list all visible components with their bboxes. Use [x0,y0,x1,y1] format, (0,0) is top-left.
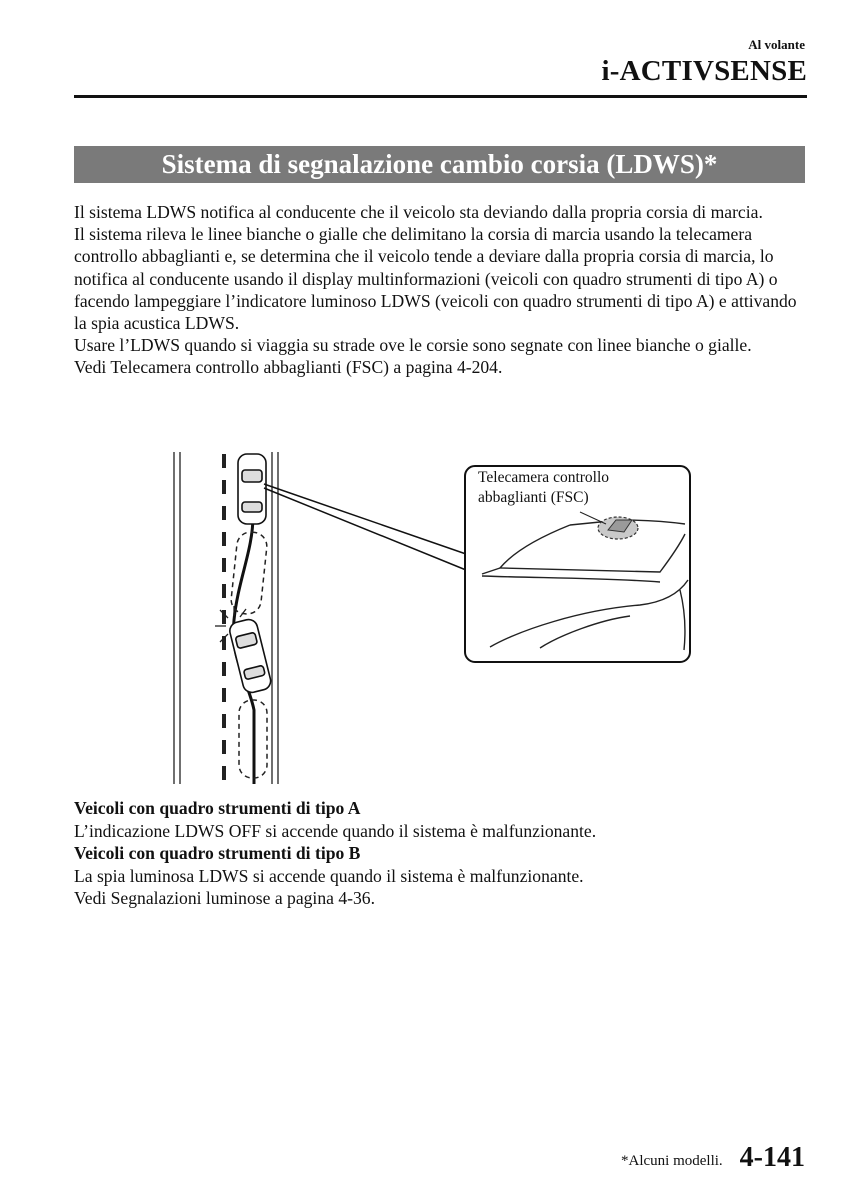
footnote: *Alcuni modelli. [621,1153,723,1169]
notes-section [74,797,809,910]
pointer-line-upper [264,484,466,554]
vehicle-top [238,454,266,524]
body-text [74,201,809,379]
note-heading-type-a: Veicoli con quadro strumenti di tipo A [74,798,361,818]
ldws-illustration [160,450,700,785]
section-title: Sistema di segnalazione cambio corsia (LDWS)* [161,149,718,179]
vehicle-deviating [228,618,273,695]
note-heading-type-b: Veicoli con quadro strumenti di tipo B [74,843,361,864]
note-reference: Vedi Segnalazioni luminose a pagina 4-36. [74,888,375,909]
body-paragraph: Il sistema LDWS notifica al conducente che il veicolo sta deviando dalla propria corsia di marcia. [74,202,763,222]
body-paragraph: Vedi Telecamera controllo abbaglianti (FSC) a pagina 4-204. [74,357,503,378]
pointer-line-lower [264,488,466,570]
camera-label [478,468,609,508]
running-header-section: Al volante [748,37,805,52]
note-text-type-a: L’indicazione LDWS OFF si accende quando il sistema è malfunzionante. [74,820,597,841]
body-paragraph: Il sistema rileva le linee bianche o gialle che delimitano la corsia di marcia usando la telecamera controllo abbaglianti e, se determina che il veicolo tende a deviare dalla propria corsia di marcia, lo notifica al conducente usando il display multinformazioni (veicoli con quadro strumenti di tipo A) o facendo lampeggiare l’indicatore luminoso LDWS (veicoli con quadro strumenti di tipo A) e attivando la spia acustica LDWS. [74,224,797,334]
camera-label-line2: abbaglianti (FSC) [478,489,589,506]
section-title-bar [74,146,805,183]
header-rule [74,95,807,98]
body-paragraph: Usare l’LDWS quando si viaggia su strade ove le corsie sono segnate con linee bianche o gialle. [74,335,752,356]
page-number: 4-141 [739,1142,805,1173]
camera-label-line1: Telecamera controllo [478,469,610,486]
running-header-chapter: i-ACTIVSENSE [601,55,807,87]
note-text-type-b: La spia luminosa LDWS si accende quando il sistema è malfunzionante. [74,865,584,886]
